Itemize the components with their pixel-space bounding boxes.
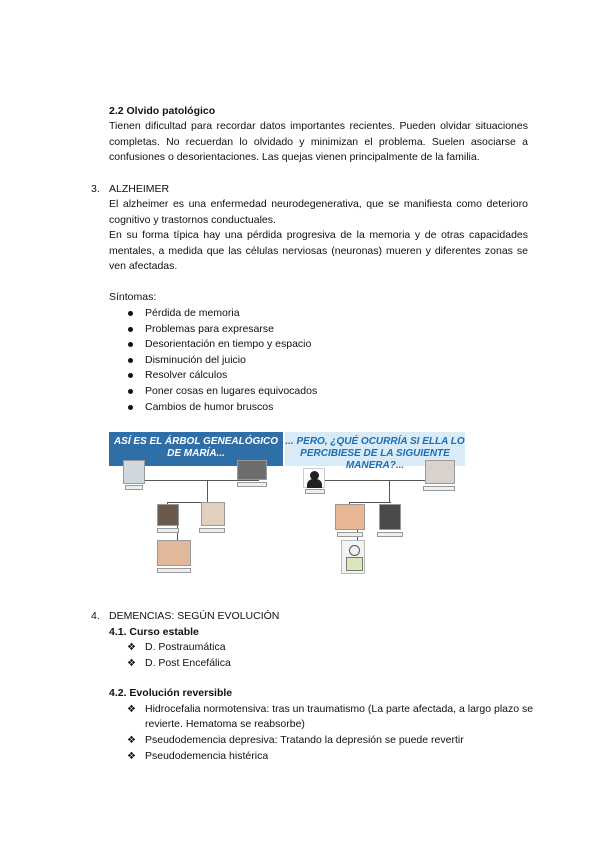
masked-photo <box>379 504 401 530</box>
family-tree-image-left <box>109 432 283 574</box>
section-4-number: 4. <box>91 610 100 622</box>
baby-photo-right <box>335 504 365 530</box>
bullet-icon <box>128 342 133 347</box>
reversible-item: Pseudodemencia histérica <box>145 750 269 762</box>
reversible-item-continuation: revierte. Hematoma se reabsorbe) <box>145 718 305 730</box>
bullet-icon <box>128 389 133 394</box>
bullet-icon <box>128 373 133 378</box>
section-4-title: DEMENCIAS: SEGÚN EVOLUCIÓN <box>109 610 280 622</box>
silhouette-photo <box>303 468 325 488</box>
drawing-photo <box>341 540 365 574</box>
symptoms-label: Síntomas: <box>109 291 157 303</box>
section-4-1-heading: 4.1. Curso estable <box>109 626 199 638</box>
diamond-bullet-icon: ❖ <box>127 735 136 746</box>
reversible-item: Pseudodemencia depresiva: Tratando la depresión se puede revertir <box>145 734 464 746</box>
symptom-item: Disminución del juicio <box>145 354 246 366</box>
stable-item: D. Postraumática <box>145 641 226 653</box>
father-photo <box>201 502 225 526</box>
section-4-2-heading: 4.2. Evolución reversible <box>109 687 233 699</box>
section-2-2-text: Tienen dificultad para recordar datos importantes recientes. Pueden olvidar situaciones completas. No recuerdan lo olvidado y minimizan el problema. Suelen asociarse a confusiones o desorientaciones. Las quejas vienen principalmente de la familia. <box>109 120 528 163</box>
symptom-item: Resolver cálculos <box>145 369 228 381</box>
diamond-bullet-icon: ❖ <box>127 751 136 762</box>
symptom-item: Poner cosas en lugares equivocados <box>145 385 318 397</box>
alzheimer-paragraph-2: En su forma típica hay una pérdida progresiva de la memoria y de otras capacidades mentales, a medida que las células nerviosas (neuronas) mueren y diferentes zonas se ven afectadas. <box>109 229 528 272</box>
section-2-2-heading: 2.2 Olvido patológico <box>109 105 216 117</box>
mother-photo <box>157 504 179 526</box>
grandmother-photo <box>123 460 145 484</box>
diamond-bullet-icon: ❖ <box>127 658 136 669</box>
alzheimer-paragraph-1: El alzheimer es una enfermedad neurodegenerativa, que se manifiesta como deterioro cognitivo y trastornos conductuales. <box>109 198 528 226</box>
left-banner: ASÍ ES EL ÁRBOL GENEALÓGICO DE MARÍA... <box>109 432 283 466</box>
elder-photo <box>425 460 455 484</box>
symptom-item: Desorientación en tiempo y espacio <box>145 338 312 350</box>
reversible-item: Hidrocefalia normotensiva: tras un traumatismo (La parte afectada, a largo plazo se <box>145 703 534 715</box>
section-3-title: ALZHEIMER <box>109 183 170 195</box>
family-tree-image-right <box>285 432 465 574</box>
symptom-item: Cambios de humor bruscos <box>145 401 274 413</box>
section-3-number: 3. <box>91 183 100 195</box>
diamond-bullet-icon: ❖ <box>127 704 136 715</box>
symptom-item: Problemas para expresarse <box>145 323 274 335</box>
bullet-icon <box>128 327 133 332</box>
bullet-icon <box>128 405 133 410</box>
stable-item: D. Post Encefálica <box>145 657 231 669</box>
grandfather-photo <box>237 460 267 480</box>
right-banner: ... PERO, ¿QUÉ OCURRÍA SI ELLA LO PERCIBIESE DE LA SIGUIENTE MANERA?... <box>285 432 465 466</box>
diamond-bullet-icon: ❖ <box>127 642 136 653</box>
symptom-item: Pérdida de memoria <box>145 307 240 319</box>
bullet-icon <box>128 311 133 316</box>
baby-photo <box>157 540 191 566</box>
bullet-icon <box>128 358 133 363</box>
